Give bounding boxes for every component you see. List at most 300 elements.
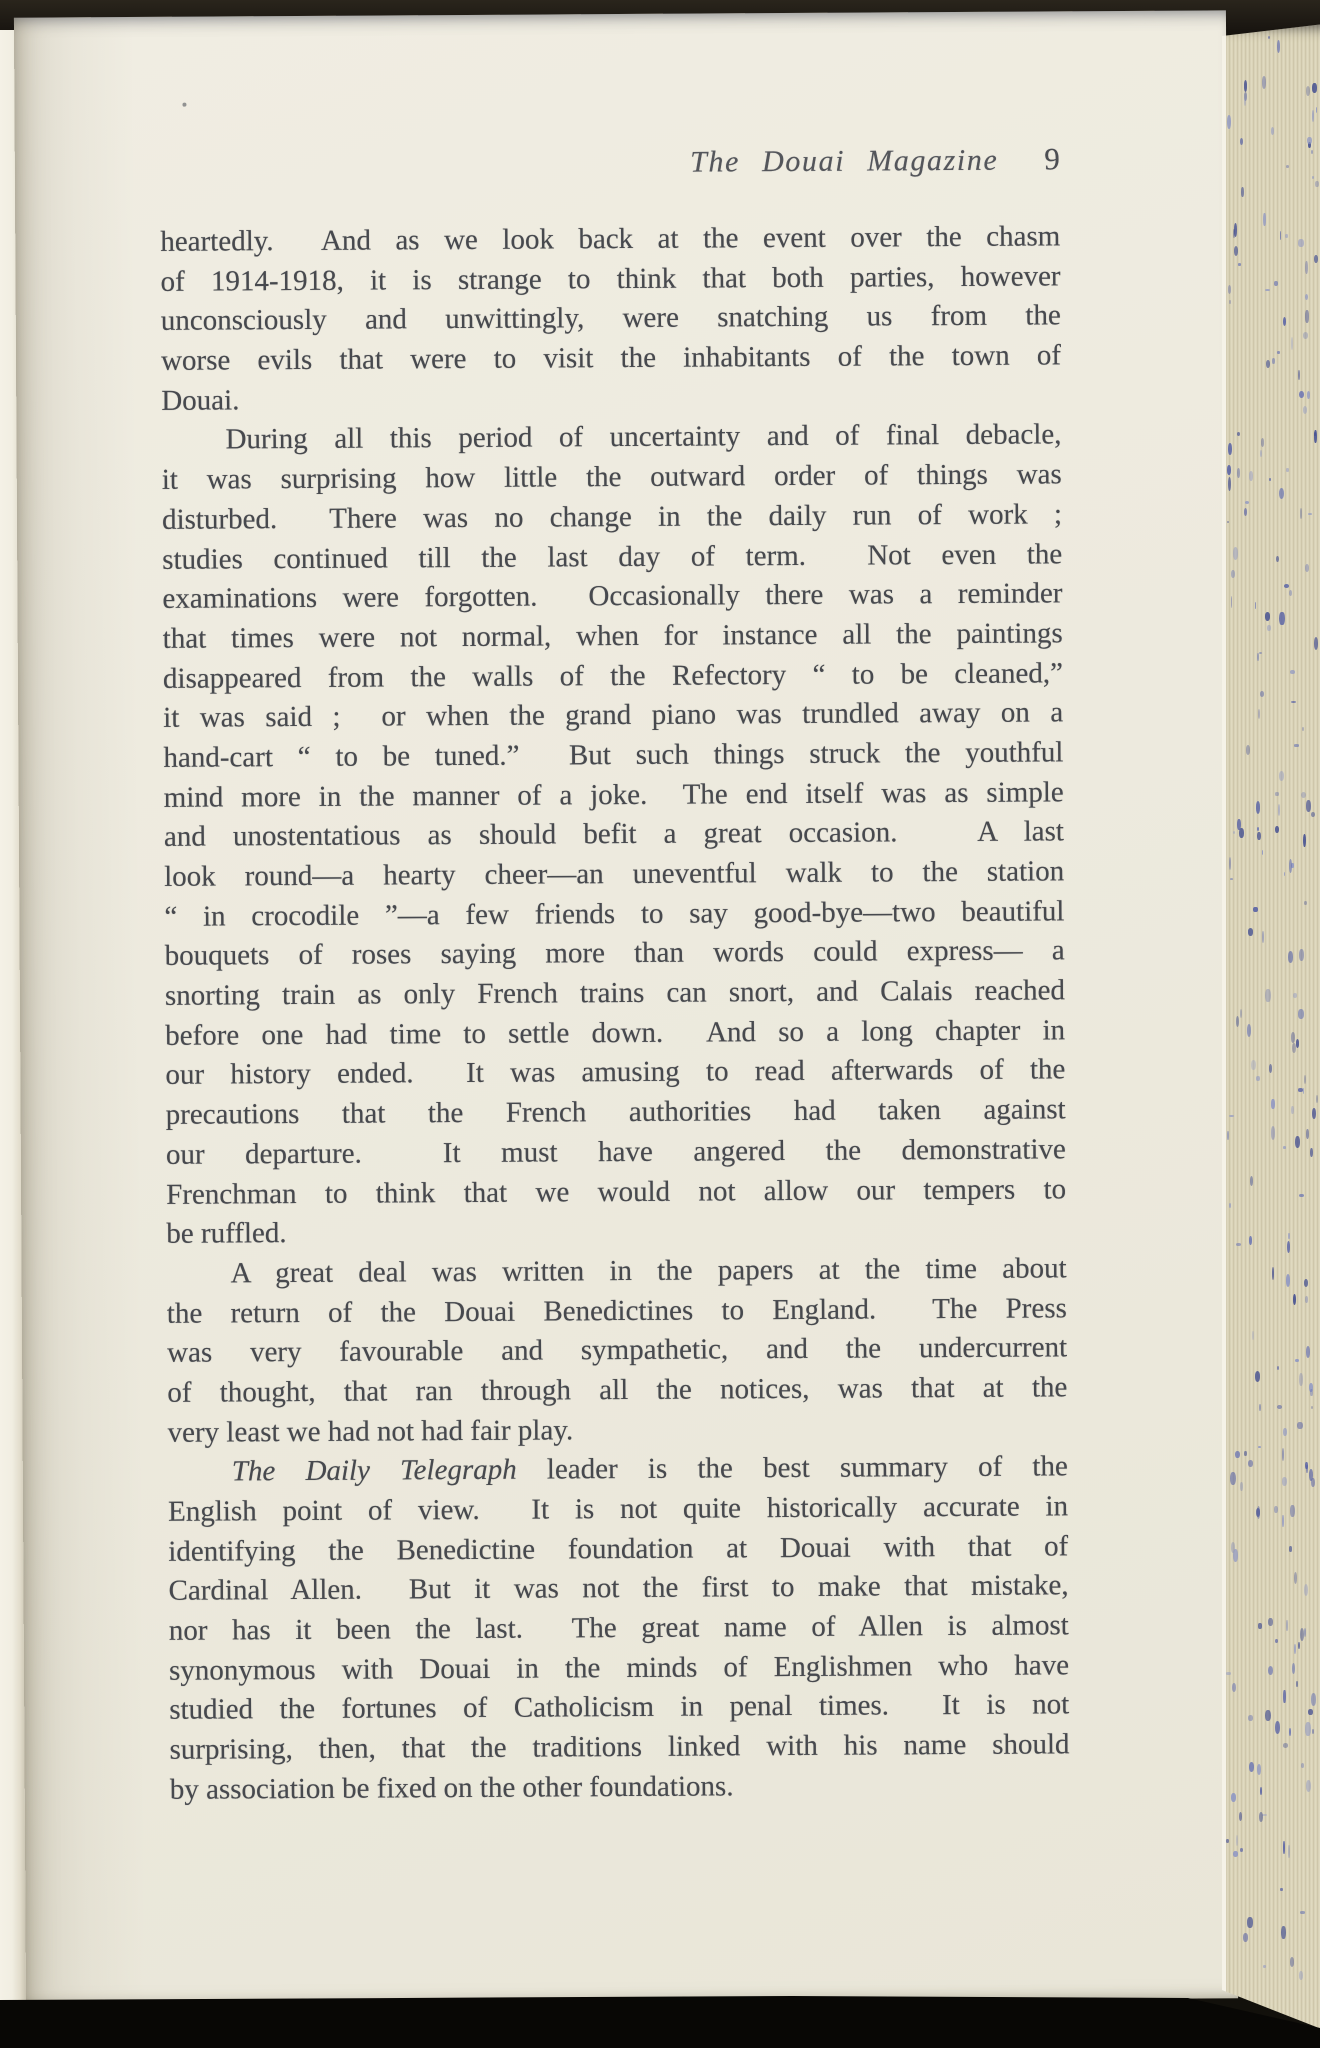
text-line <box>169 1686 1069 1731</box>
page-edge-speckle <box>1231 1793 1236 1802</box>
page-edge-speckle <box>1277 1366 1280 1371</box>
page-edge-speckle <box>1306 1465 1308 1473</box>
text-segment: unconsciously and unwittingly, were snatching us from the <box>160 299 1061 338</box>
page-edge-speckle <box>1298 239 1303 247</box>
page-edge-speckle <box>1275 1721 1280 1734</box>
page-edge-speckle <box>1228 443 1232 455</box>
page-edge-speckle <box>1272 358 1275 363</box>
book-page <box>14 10 1238 2005</box>
page-edge-speckle <box>1247 1917 1252 1928</box>
page-edge-speckle <box>1316 107 1318 113</box>
text-segment: our departure. It must have angered the demonstrative <box>165 1133 1066 1171</box>
page-edge-speckle <box>1295 1136 1300 1148</box>
text-line <box>169 1606 1069 1651</box>
page-edge-speckle <box>1255 602 1257 608</box>
page-edge-speckle <box>1293 993 1297 998</box>
page-edge-speckle <box>1228 477 1231 491</box>
page-edge-speckle <box>1286 468 1289 472</box>
page-edge-speckle <box>1248 928 1253 935</box>
text-line <box>166 1090 1066 1135</box>
text-block <box>160 217 1070 1810</box>
text-line <box>163 614 1063 659</box>
page-edge-speckle <box>1252 1331 1254 1340</box>
page-edge-speckle <box>1314 637 1318 650</box>
page-edge-speckle <box>1271 1099 1274 1108</box>
page-edge-speckle <box>1299 391 1304 398</box>
text-segment: Frenchman to think that we would not allow our tempers to <box>166 1172 1067 1211</box>
page-edge-speckle <box>1283 1690 1285 1704</box>
page-edge-speckle <box>1228 285 1232 294</box>
page-edge-speckle <box>1299 949 1304 961</box>
page-edge-speckle <box>1238 263 1241 266</box>
page-edge-speckle <box>1258 1623 1262 1628</box>
page-edge-speckle <box>1303 834 1306 848</box>
page-edge-speckle <box>1244 508 1247 515</box>
text-segment: English point of view. It is not quite historically accurate in <box>167 1490 1069 1528</box>
page-edge-speckle <box>1229 300 1231 303</box>
page-edge-speckle <box>1240 1848 1244 1851</box>
page-edge-speckle <box>1274 1506 1278 1513</box>
italic-text-segment: The Daily Telegraph <box>231 1453 517 1488</box>
page-edge-speckle <box>1246 745 1251 755</box>
page-edge-speckle <box>1267 625 1270 631</box>
page-edge-speckle <box>1301 1763 1304 1768</box>
text-line <box>161 376 1061 421</box>
page-edge-speckle <box>1232 1683 1236 1692</box>
page-edge-speckle <box>1294 1644 1296 1654</box>
page-edge-speckle <box>1314 430 1317 443</box>
page-edge-speckle <box>1226 1839 1229 1844</box>
page-edge-speckle <box>1257 1506 1260 1519</box>
page-edge-speckle <box>1245 501 1250 504</box>
page-edge-speckle <box>1231 570 1235 578</box>
text-segment: the return of the Douai Benedictines to England. The Press <box>166 1291 1067 1330</box>
page-edge-speckle <box>1227 115 1231 129</box>
text-segment: by association be fixed on the other foundations. <box>169 1770 734 1806</box>
text-line <box>164 892 1064 937</box>
text-line <box>168 1567 1068 1612</box>
page-edge-speckle <box>1305 564 1309 571</box>
page-edge-speckle <box>1295 1359 1299 1363</box>
page-edge-speckle <box>1241 187 1244 197</box>
page-edge-speckle <box>1299 1971 1303 1980</box>
text-line <box>163 694 1063 739</box>
page-edge-speckle <box>1261 438 1265 446</box>
page-edge-speckle <box>1290 670 1295 674</box>
page-edge-speckle <box>1235 1451 1240 1458</box>
page-edge-speckle <box>1281 1926 1286 1940</box>
page-edge-speckle <box>1286 1620 1288 1631</box>
page-edge-speckle <box>1305 261 1308 274</box>
page-edge-speckle <box>1294 744 1299 746</box>
page-edge-speckle <box>1279 771 1284 781</box>
page-edge-speckle <box>1289 1728 1291 1736</box>
page-edge-speckle <box>1311 1406 1313 1409</box>
page-edge-speckle <box>1265 1710 1270 1722</box>
page-edge-speckle <box>1230 878 1234 880</box>
text-segment: leader is the best summary of the <box>516 1450 1068 1486</box>
text-segment: disappeared from the walls of the Refectory “ to be cleaned,” <box>162 656 1064 695</box>
page-edge-speckle <box>1296 1681 1298 1687</box>
page-edge-speckle <box>1303 406 1307 414</box>
text-line <box>162 455 1062 500</box>
page-edge-speckle <box>1275 1639 1278 1644</box>
page-edge-speckle <box>1240 138 1243 145</box>
text-line <box>167 1289 1067 1334</box>
text-segment: precautions that the French authorities had taken against <box>165 1093 1066 1131</box>
text-segment: look round—a hearty cheer—an uneventful walk to the station <box>164 855 1065 893</box>
text-segment: was very favourable and sympathetic, and the undercurrent <box>167 1331 1068 1370</box>
page-edge-speckle <box>1265 989 1270 1003</box>
page-edge-speckle <box>1283 1841 1285 1854</box>
text-segment: of 1914-1918, it is strange to think that both parties, however <box>160 260 1061 298</box>
text-segment: examinations were forgotten. Occasionally there was a reminder <box>162 577 1063 616</box>
page-edge-speckle <box>1229 857 1231 870</box>
text-line <box>165 1051 1065 1096</box>
page-edge-speckle <box>1257 1764 1261 1775</box>
page-edge-speckle <box>1237 432 1240 436</box>
page-edge-speckle <box>1230 1472 1235 1486</box>
page-edge-speckle <box>1312 1108 1316 1119</box>
page-edge-speckle <box>1283 1146 1286 1148</box>
page-edge-speckle <box>1306 1780 1311 1793</box>
page-edge-speckle <box>1275 826 1279 833</box>
page-edge-speckle <box>1233 831 1235 834</box>
page-edge-speckle <box>1286 165 1289 168</box>
page-edge-speckle <box>1312 1729 1314 1734</box>
text-line <box>164 852 1064 897</box>
text-line <box>167 1329 1067 1374</box>
page-edge-speckle <box>1268 1618 1272 1626</box>
page-edge-speckle <box>1284 584 1289 588</box>
page-edge-speckle <box>1237 819 1240 830</box>
page-edge-speckle <box>1296 1039 1300 1047</box>
text-segment: worse evils that were to visit the inhabitants of the town of <box>160 339 1062 377</box>
page-edge-speckle <box>1291 337 1293 350</box>
page-edge-speckle <box>1287 1241 1290 1253</box>
page-edge-speckle <box>1236 1243 1240 1246</box>
page-edge-speckle <box>1315 181 1318 187</box>
page-edge-speckle <box>1278 804 1280 816</box>
page-edge-speckle <box>1243 1933 1248 1942</box>
text-line <box>162 495 1062 540</box>
text-segment: be ruffled. <box>166 1217 287 1250</box>
page-edge-speckle <box>1316 1095 1318 1103</box>
page-edge-speckle <box>1244 1451 1247 1456</box>
page-edge-speckle <box>1227 465 1231 475</box>
page-edge-speckle <box>1304 901 1307 905</box>
text-segment: our history ended. It was amusing to read afterwards of the <box>165 1053 1066 1092</box>
page-edge-speckle <box>1298 1088 1303 1092</box>
text-segment: A great deal was written in the papers at the time about <box>230 1252 1067 1290</box>
page-edge-speckle <box>1298 1009 1303 1019</box>
page-edge-speckle <box>1312 176 1314 178</box>
page-edge-speckle <box>1258 1446 1261 1448</box>
page-edge-speckle <box>1288 1845 1290 1857</box>
page-edge-speckle <box>1227 521 1229 523</box>
page-edge-speckle <box>1311 1693 1316 1706</box>
paper-speck <box>182 103 186 107</box>
page-edge-speckle <box>1279 612 1284 626</box>
page-edge-speckle <box>1249 471 1253 481</box>
text-segment: snorting train as only French trains can snort, and Calais reached <box>164 974 1065 1012</box>
page-edge-speckle <box>1300 1911 1305 1914</box>
page-edge-speckle <box>1290 1505 1294 1517</box>
page-edge-speckle <box>1304 1628 1306 1637</box>
page-edge-speckle <box>1305 294 1308 300</box>
page-edge-speckle <box>1263 213 1265 226</box>
text-line <box>164 773 1064 818</box>
text-segment: nor has it been the last. The great name of Allen is almost <box>168 1609 1069 1647</box>
text-segment: and unostentatious as should befit a great occasion. A last <box>163 815 1065 854</box>
text-line <box>160 257 1060 302</box>
page-edge-speckle <box>1284 872 1286 876</box>
page-edge-speckle <box>1233 547 1238 559</box>
text-segment: it was said ; or when the grand piano was trundled away on a <box>163 696 1064 735</box>
page-edge-speckle <box>1297 1422 1302 1429</box>
running-header <box>160 141 1060 182</box>
text-segment: Cardinal Allen. But it was not the first to make that mistake, <box>168 1569 1069 1608</box>
text-line <box>165 932 1065 977</box>
page-edge-speckle <box>1307 391 1310 398</box>
text-line <box>161 297 1061 342</box>
text-segment: it was surprising how little the outward order of things was <box>161 458 1062 496</box>
text-line <box>168 1527 1068 1572</box>
text-segment: “ in crocodile ”—a few friends to say good-bye—two beautiful <box>164 895 1065 933</box>
page-edge-speckle <box>1288 951 1293 963</box>
text-line <box>169 1646 1069 1691</box>
page-edge-speckle <box>1283 1743 1288 1747</box>
page-edge-speckle <box>1258 709 1260 719</box>
page-edge-speckle <box>1227 1131 1229 1139</box>
page-edge-speckle <box>1240 1482 1243 1490</box>
page-edge-speckle <box>1244 80 1248 92</box>
page-edge-speckle <box>1285 234 1287 238</box>
page-edge-speckle <box>1239 1812 1242 1821</box>
page-edge-speckle <box>1253 907 1257 912</box>
page-edge-speckle <box>1289 859 1292 873</box>
page-edge-speckle <box>1306 1129 1309 1138</box>
page-edge-speckle <box>1257 832 1260 840</box>
page-edge-speckle <box>1268 36 1270 39</box>
page-edge-speckle <box>1305 1296 1308 1302</box>
page-edge-speckle <box>1292 1663 1295 1674</box>
text-line <box>169 1725 1069 1770</box>
page-edge-speckle <box>1262 76 1266 89</box>
page-edge-speckle <box>1306 86 1310 96</box>
page-edge-speckle <box>1293 1294 1296 1305</box>
page-edge-speckle <box>1289 1546 1292 1551</box>
page-edge-speckle <box>1237 468 1240 478</box>
page-edge-speckle <box>1302 727 1304 731</box>
text-segment: heartedly. And as we look back at the event over the chasm <box>160 220 1061 258</box>
page-edge-speckle <box>1290 1957 1295 1967</box>
page-edge-speckle <box>1298 1642 1300 1649</box>
page-edge-speckle <box>1268 1666 1273 1676</box>
page-edge-speckle <box>1310 1148 1313 1157</box>
text-segment: During all this period of uncertainty and of final debacle, <box>225 418 1062 456</box>
page-edge-speckle <box>1304 1075 1306 1084</box>
text-line <box>163 654 1063 699</box>
fore-edge-pages <box>1222 24 1320 2030</box>
page-edge-speckle <box>1277 351 1279 354</box>
text-segment: surprising, then, that the traditions linked with his name should <box>169 1728 1070 1766</box>
text-line <box>161 336 1061 381</box>
text-segment: Douai. <box>161 384 240 417</box>
page-edge-speckle <box>1306 800 1311 812</box>
text-segment: before one had time to settle down. And so a long chapter in <box>165 1014 1066 1052</box>
page-edge-speckle <box>1309 1469 1313 1481</box>
page-edge-speckle <box>1311 812 1315 817</box>
page-edge-speckle <box>1271 127 1274 134</box>
page-edge-speckle <box>1283 317 1286 326</box>
page-edge-speckle <box>1286 1274 1290 1287</box>
page-edge-speckle <box>1260 1787 1262 1795</box>
page-edge-speckle <box>1277 40 1280 53</box>
text-segment: disturbed. There was no change in the daily run of work ; <box>161 498 1063 536</box>
text-segment: studies continued till the last day of term. Not even the <box>162 537 1063 576</box>
page-edge-speckle <box>1259 1404 1261 1411</box>
text-line <box>170 1765 1070 1810</box>
page-edge-speckle <box>1269 478 1271 481</box>
page-edge-speckle <box>1304 1584 1308 1597</box>
page-edge-speckle <box>1263 1965 1266 1967</box>
page-edge-speckle <box>1274 281 1278 286</box>
text-line <box>166 1210 1066 1255</box>
text-segment: bouquets of roses saying more than words could express— a <box>164 934 1065 973</box>
page-edge-speckle <box>1256 1076 1260 1081</box>
page-edge-speckle <box>1301 792 1306 798</box>
text-line <box>166 1170 1066 1215</box>
page-edge-speckle <box>1312 83 1317 92</box>
page-edge-speckle <box>1239 828 1244 838</box>
page-edge-speckle <box>1240 1009 1242 1017</box>
page-edge-speckle <box>1314 255 1318 264</box>
page-edge-speckle <box>1262 850 1264 855</box>
page-edge-speckle <box>1288 1233 1290 1239</box>
page-edge-speckle <box>1308 1709 1312 1715</box>
page-edge-speckle <box>1266 360 1270 368</box>
page-edge-speckle <box>1291 701 1296 703</box>
page-edge-speckle <box>1303 332 1308 339</box>
text-segment: that times were not normal, when for instance all the paintings <box>162 617 1063 655</box>
text-line <box>167 1368 1067 1413</box>
page-edge-speckle <box>1269 1064 1273 1073</box>
page-edge-speckle <box>1310 1389 1312 1396</box>
page-edge-speckle <box>1294 1572 1297 1584</box>
page-edge-speckle <box>1257 827 1259 831</box>
page-edge-speckle <box>1299 1373 1303 1386</box>
page-edge-speckle <box>1304 1279 1308 1287</box>
text-line <box>162 575 1062 620</box>
page-edge-speckle <box>1276 556 1279 562</box>
text-line <box>165 971 1065 1016</box>
page-edge-speckle <box>1300 508 1303 518</box>
page-edge-speckle <box>1283 1428 1287 1435</box>
page-edge-speckle <box>1259 652 1262 654</box>
page-edge-speckle <box>1251 1060 1256 1070</box>
page-edge-speckle <box>1272 1267 1274 1280</box>
text-line <box>165 1011 1065 1056</box>
page-edge-speckle <box>1280 1888 1282 1892</box>
text-line <box>162 535 1062 580</box>
page-edge-speckle <box>1307 137 1311 144</box>
running-title: The Douai Magazine <box>690 143 999 179</box>
page-edge-speckle <box>1233 1851 1238 1856</box>
text-line <box>163 733 1063 778</box>
page-edge-speckle <box>1282 1477 1287 1486</box>
page-edge-speckle <box>1234 246 1238 256</box>
page-edge-speckle <box>1236 1016 1239 1027</box>
page-edge-speckle <box>1248 1460 1253 1467</box>
page-edge-speckle <box>1248 1715 1253 1721</box>
page-edge-speckle <box>1250 1176 1253 1186</box>
page-edge-speckle <box>1257 653 1259 661</box>
page-edge-speckle <box>1282 1448 1284 1461</box>
page-edge-speckle <box>1229 1203 1231 1208</box>
text-line <box>167 1408 1067 1453</box>
page-edge-speckle <box>1247 1024 1251 1036</box>
page-edge-speckle <box>1260 450 1262 457</box>
text-line <box>164 813 1064 858</box>
page-edge-speckle <box>1282 1515 1284 1527</box>
page-edge-speckle <box>1291 1032 1295 1042</box>
page-edge-speckle <box>1226 1672 1231 1675</box>
text-line <box>166 1249 1066 1294</box>
page-edge-speckle <box>1256 801 1261 814</box>
page-edge-speckle <box>1298 370 1300 381</box>
book-binding-bottom <box>0 1994 1320 2048</box>
page-edge-speckle <box>1231 596 1233 608</box>
text-segment: of thought, that ran through all the notices, was that at the <box>167 1371 1068 1409</box>
text-line <box>166 1130 1066 1175</box>
page-edge-speckle <box>1305 1722 1310 1735</box>
page-edge-speckle <box>1260 691 1265 697</box>
page-edge-speckle <box>1305 310 1308 322</box>
page-edge-speckle <box>1249 1236 1252 1244</box>
page-edge-speckle <box>1265 289 1270 291</box>
page-edge-speckle <box>1306 1346 1310 1358</box>
page-edge-speckle <box>1262 931 1264 943</box>
page-edge-speckle <box>1233 1549 1238 1562</box>
page-edge-speckle <box>1279 488 1284 500</box>
text-segment: mind more in the manner of a joke. The end itself was as simple <box>163 775 1064 814</box>
page-edge-speckle <box>1229 1115 1234 1117</box>
page-edge-speckle <box>1249 1762 1254 1772</box>
text-line <box>161 416 1061 461</box>
text-segment: synonymous with Douai in the minds of Englishmen who have <box>168 1649 1070 1687</box>
page-edge-speckle <box>1289 590 1292 596</box>
page-edge-speckle <box>1280 231 1282 240</box>
text-segment: hand-cart “ to be tuned.” But such things struck the youthful <box>163 736 1064 774</box>
page-edge-speckle <box>1311 150 1313 154</box>
page-edge-speckle <box>1271 1126 1276 1139</box>
text-segment: identifying the Benedictine foundation at Douai with that of <box>168 1529 1069 1568</box>
page-edge-speckle <box>1255 1371 1260 1381</box>
page-edge-speckle <box>1236 1835 1238 1845</box>
page-edge-speckle <box>1312 110 1314 122</box>
text-segment: very least we had not had fair play. <box>167 1413 574 1449</box>
page-edge-speckle <box>1265 612 1270 621</box>
page-edge-speckle <box>1275 792 1278 795</box>
page-edge-speckle <box>1291 1106 1293 1114</box>
text-line <box>168 1448 1068 1493</box>
text-line <box>168 1487 1068 1532</box>
page-edge-speckle <box>1277 1405 1282 1409</box>
page-edge-speckle <box>1308 513 1312 515</box>
page-edge-speckle <box>1299 1194 1304 1198</box>
page-number: 9 <box>1044 141 1060 177</box>
